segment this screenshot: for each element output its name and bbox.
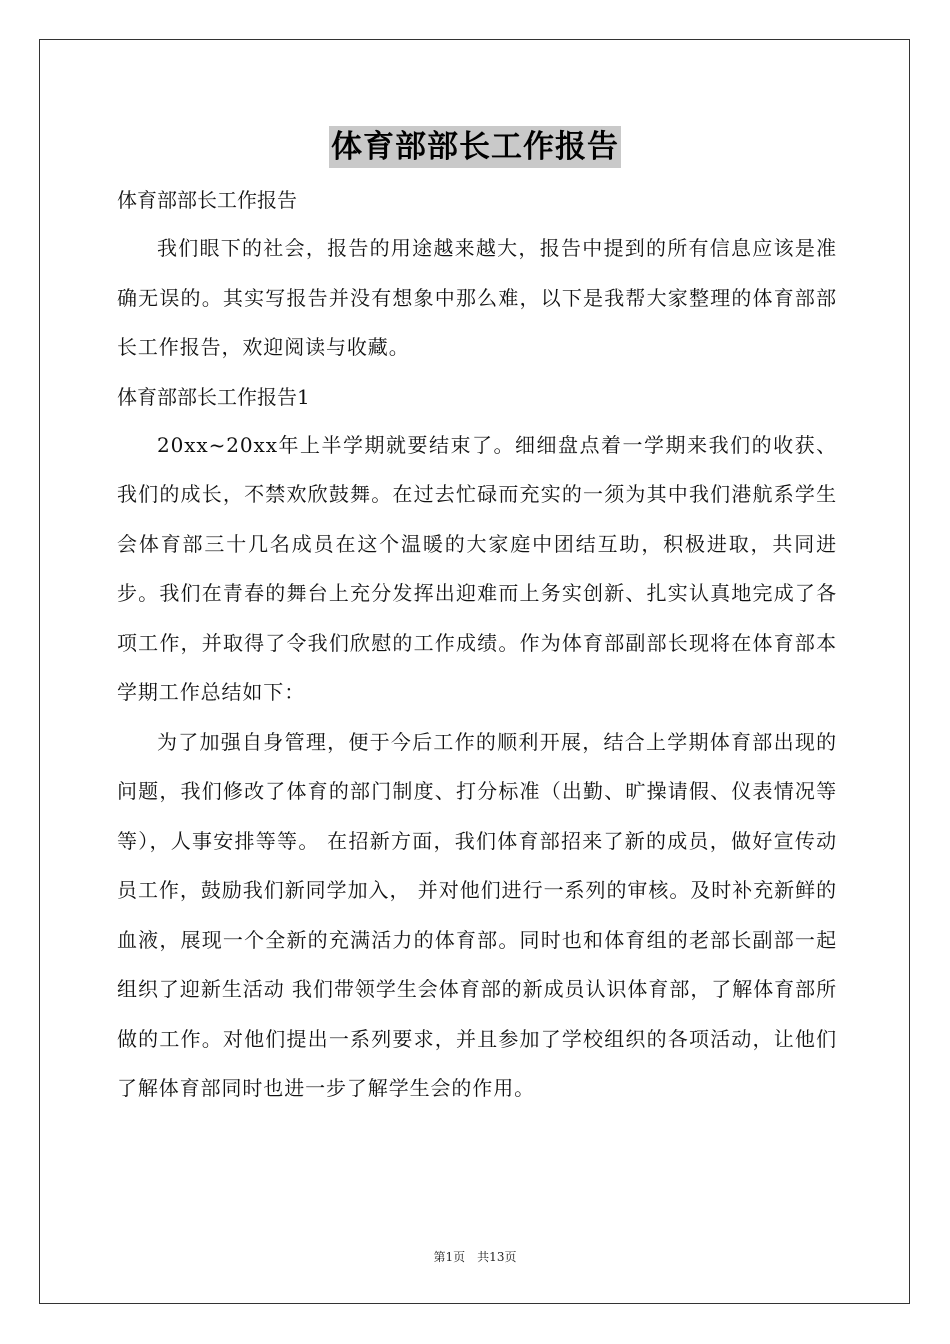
section-heading: 体育部部长工作报告1 (117, 384, 310, 409)
body-paragraph: 20xx~20xx年上半学期就要结束了。细细盘点着一学期来我们的收获、我们的成长，不禁欢欣鼓舞。在过去忙碌而充实的一须为其中我们港航系学生会体育部三十几名成员在这个温暖的大家庭中团结互助，积极进取，共同进步。我们在青春的舞台上充分发挥出迎难而上务实创新、扎实认真地完成了各项工作，并取得了令我们欣慰的工作成绩。作为体育部副部长现将在体育部本学期工作总结如下： (117, 432, 837, 704)
title-container (0, 126, 950, 168)
body-paragraph: 为了加强自身管理，便于今后工作的顺利开展，结合上学期体育部出现的问题，我们修改了体育的部门制度、打分标准（出勤、旷操请假、仪表情况等等），人事安排等等。 在招新方面，我们体育部招来了新的成员，做好宣传动员工作，鼓励我们新同学加入， 并对他们进行一系列的审核。及时补充新鲜的血液，展现一个全新的充满活力的体育部。同时也和体育组的老部长副部一起组织了迎新生活动 我们带领学生会体育部的新成员认识体育部，了解体育部所做的工作。对他们提出一系列要求，并且参加了学校组织的各项活动，让他们了解体育部同时也进一步了解学生会的作用。 (117, 729, 837, 1100)
intro-heading: 体育部部长工作报告 (117, 188, 297, 212)
document-title: 体育部部长工作报告 (329, 126, 621, 168)
intro-paragraph: 我们眼下的社会，报告的用途越来越大，报告中提到的所有信息应该是准确无误的。其实写报告并没有想象中那么难，以下是我帮大家整理的体育部部长工作报告，欢迎阅读与收藏。 (117, 236, 837, 359)
page-footer: 第1页 共13页 (433, 1250, 517, 1264)
document-body (117, 176, 837, 1114)
